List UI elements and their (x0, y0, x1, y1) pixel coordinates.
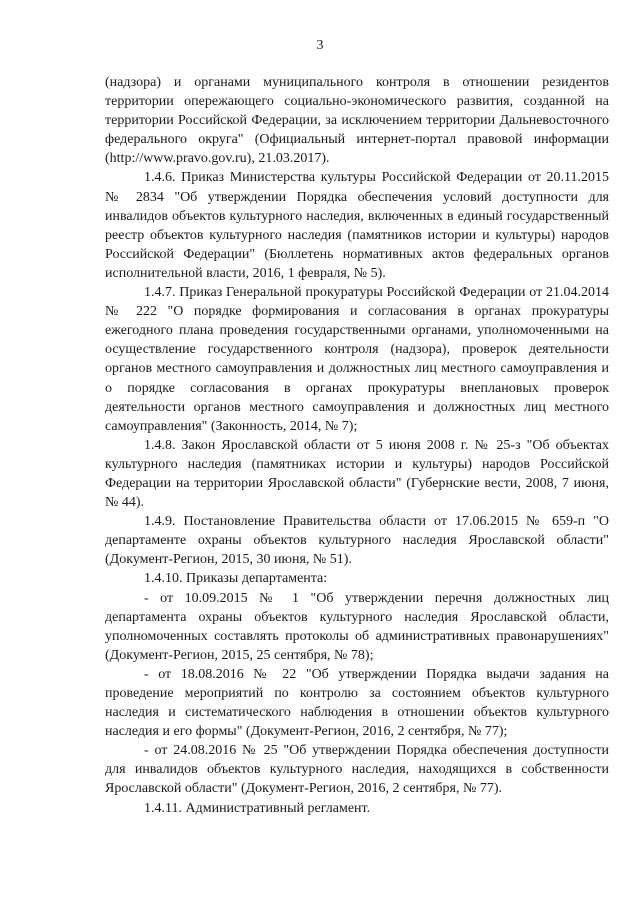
list-item-order-22: - от 18.08.2016 № 22 "Об утверждении Порядка выдачи задания на проведение мероприятий по контролю за состоянием объектов культурного наследия и систематического наблюдения в отношении объектов культурного наследия и его формы" (Документ-Регион, 2016, 2 сентября, № 77); (105, 666, 609, 740)
list-item-order-1: - от 10.09.2015 № 1 "Об утверждении перечня должностных лиц департамента охраны объектов культурного наследия Ярославской области, уполномоченных составлять протоколы об административных правонарушениях" (Документ-Регион, 2015, 25 сентября, № 78); (105, 590, 609, 663)
paragraph-1-4-10: 1.4.10. Приказы департамента: (144, 571, 328, 587)
list-item-order-25: - от 24.08.2016 № 25 "Об утверждении Порядка обеспечения доступности для инвалидов объектов культурного наследия, находящихся в собственности Ярославской области" (Документ-Регион, 2016, 2 сентября, № 77). (105, 743, 609, 797)
paragraph-1-4-6: 1.4.6. Приказ Министерства культуры Российской Федерации от 20.11.2015 № 2834 "Об утверждении Порядка обеспечения условий доступности для инвалидов объектов культурного наследия, включенных в единый государственный реестр объектов культурного наследия (памятников истории и культуры) народов Российской Федерации" (Бюллетень нормативных актов федеральных органов исполнительной власти, 2016, 1 февраля, № 5). (105, 170, 609, 281)
document-body (105, 73, 609, 818)
paragraph-1-4-9: 1.4.9. Постановление Правительства области от 17.06.2015 № 659-п "О департаменте охраны объектов культурного наследия Ярославской области" (Документ-Регион, 2015, 30 июня, № 51). (105, 514, 609, 568)
paragraph-1-4-8: 1.4.8. Закон Ярославской области от 5 июня 2008 г. № 25-з "Об объектах культурного наследия (памятниках истории и культуры) народов Российской Федерации на территории Ярославской области" (Губернские вести, 2008, 7 июня, № 44). (105, 437, 609, 511)
paragraph-1-4-11: 1.4.11. Административный регламент. (144, 800, 371, 816)
paragraph-1-4-7: 1.4.7. Приказ Генеральной прокуратуры Российской Федерации от 21.04.2014 № 222 "О порядке формирования и согласования в органах прокуратуры ежегодного плана проведения государственными органами, уполномоченными на осуществление государственного контроля (надзора), проверок деятельности органов местного самоуправления и должностных лиц местного самоуправления и о порядке согласования в органах прокуратуры внеплановых проверок деятельности органов местного самоуправления и должностных лиц местного самоуправления" (Законность, 2014, № 7); (105, 285, 609, 434)
paragraph-continuation: (надзора) и органами муниципального контроля в отношении резидентов территории опережающего социально-экономического развития, созданной на территории Российской Федерации, за исключением территории Дальневосточного федерального округа" (Официальный интернет-портал правовой информации (http://www.pravo.gov.ru), 21.03.2017). (105, 75, 609, 167)
page-number: 3 (316, 38, 324, 53)
